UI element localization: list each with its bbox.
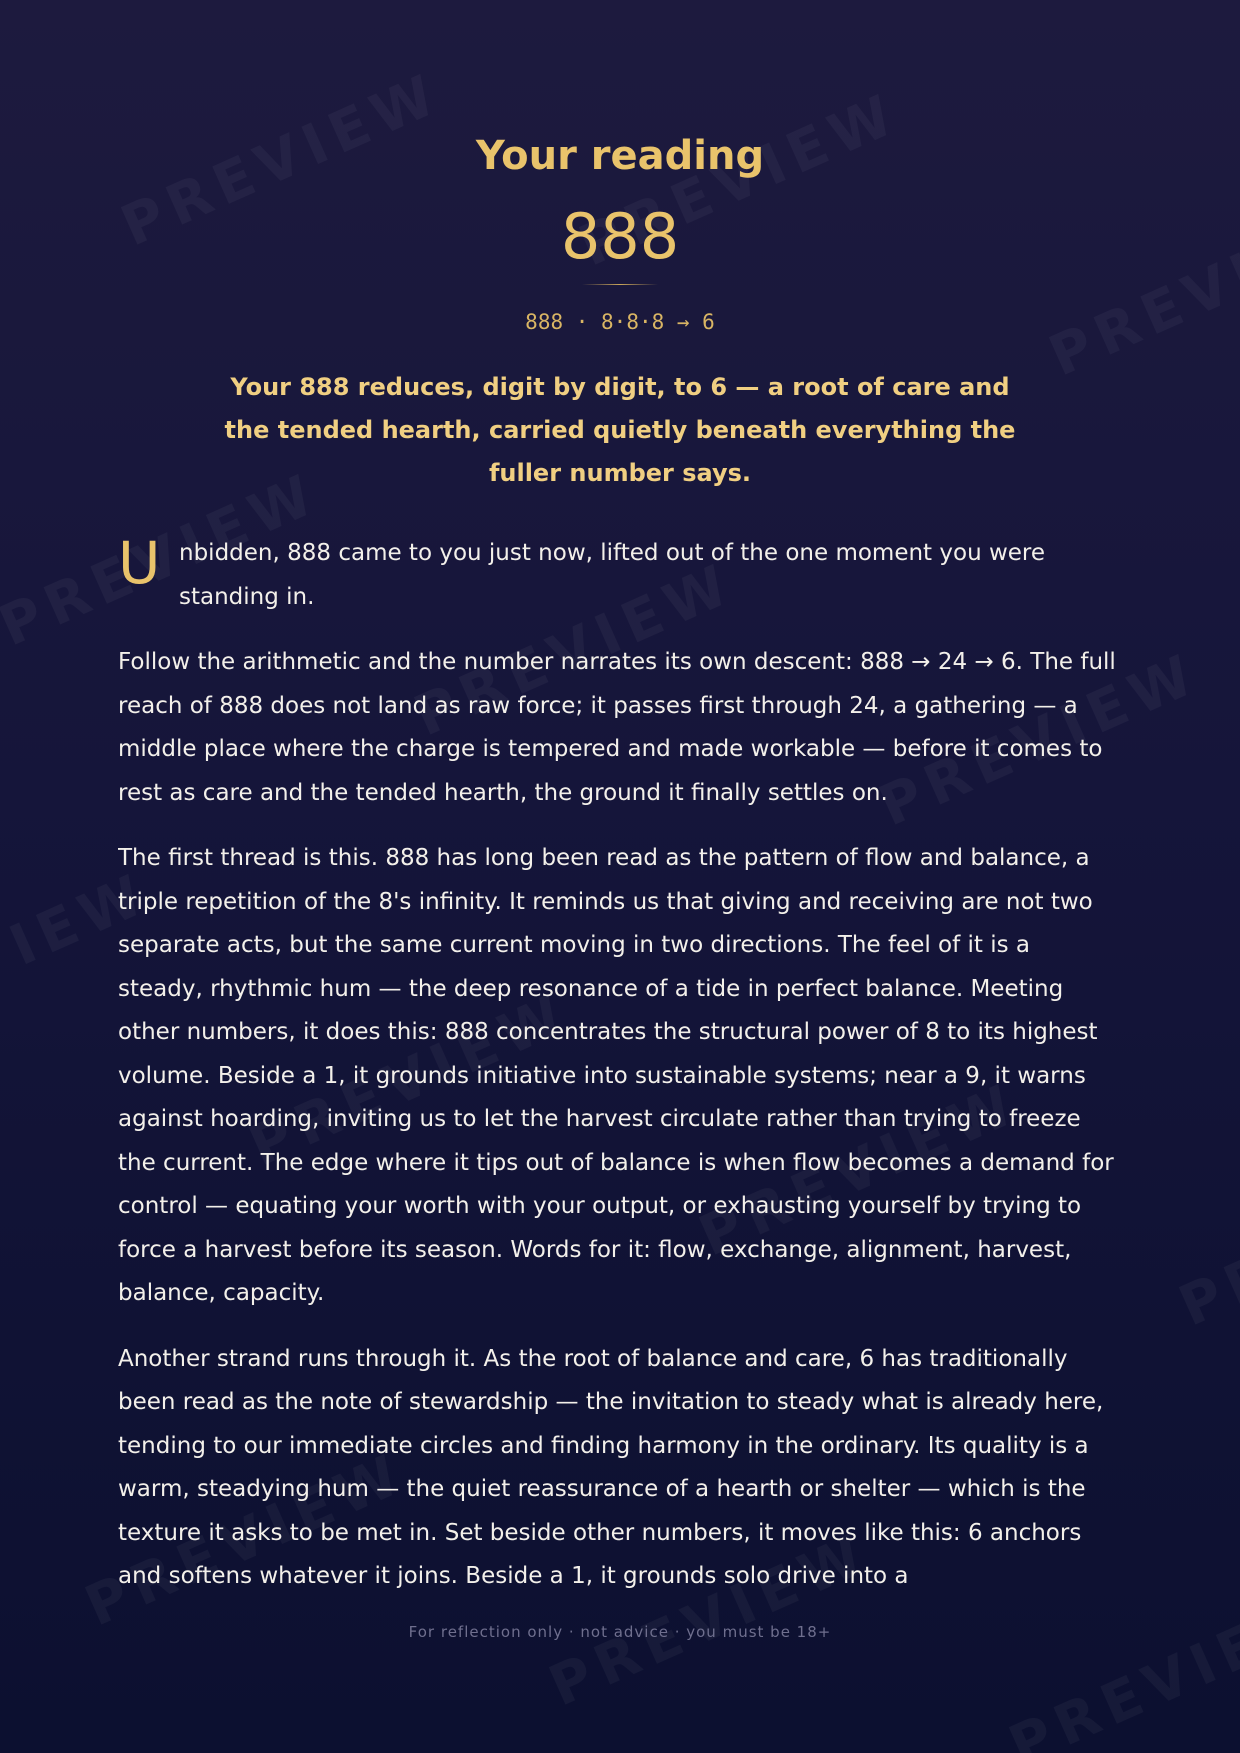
watermark bbox=[1170, 1141, 1240, 1340]
page-title: Your reading bbox=[475, 133, 765, 179]
reading-body bbox=[118, 532, 1122, 1611]
reading-number: 888 bbox=[560, 200, 680, 273]
drop-cap: U bbox=[118, 532, 161, 597]
intro-text: nbidden, 888 came to you just now, lifted out of the one moment you were standing in. bbox=[179, 540, 1046, 610]
footer-disclaimer: For reflection only · not advice · you must be 18+ bbox=[408, 1623, 832, 1641]
paragraph-first-thread: The first thread is this. 888 has long been read as the pattern of flow and balance, a triple repetition of the 8's infinity. It reminds us that giving and receiving are not two separate acts, but the same current moving in two directions. The feel of it is a steady, rhythmic hum — the deep resonance of a tide in perfect balance. Meeting other numbers, it does this: 888 concentrates the structural power of 8 to its highest volume. Beside a 1, it grounds initiative into sustainable systems; near a 9, it warns against hoarding, inviting us to let the harvest circulate rather than trying to freeze the current. The edge where it tips out of balance is when flow becomes a demand for control — equating your worth with your output, or exhausting yourself by trying to force a harvest before its season. Words for it: flow, exchange, alignment, harvest, balance, capacity. bbox=[118, 845, 1114, 1306]
reading-summary: Your 888 reduces, digit by digit, to 6 — a root of care and the tended hearth, carried quietly beneath everything the fuller number says. bbox=[224, 373, 1016, 487]
paragraph-second-strand: Another strand runs through it. As the root of balance and care, 6 has traditionally been read as the note of stewardship — the invitation to steady what is already here, tending to our immediate circles and finding harmony in the ordinary. Its quality is a warm, steadying hum — the quiet reassurance of a hearth or shelter — which is the texture it asks to be met in. Set beside other numbers, it moves like this: 6 anchors and softens whatever it joins. Beside a 1, it grounds solo drive into a bbox=[118, 1345, 1104, 1589]
paragraph-descent: Follow the arithmetic and the number narrates its own descent: 888 → 24 → 6. The full reach of 888 does not land as raw force; it passes first through 24, a gathering — a middle place where the charge is tempered and made workable — before it comes to rest as care and the tended hearth, the ground it finally settles on. bbox=[118, 649, 1116, 806]
divider bbox=[582, 284, 658, 285]
reduction-formula: 888 · 8·8·8 → 6 bbox=[525, 310, 715, 334]
intro-paragraph bbox=[118, 532, 1122, 619]
